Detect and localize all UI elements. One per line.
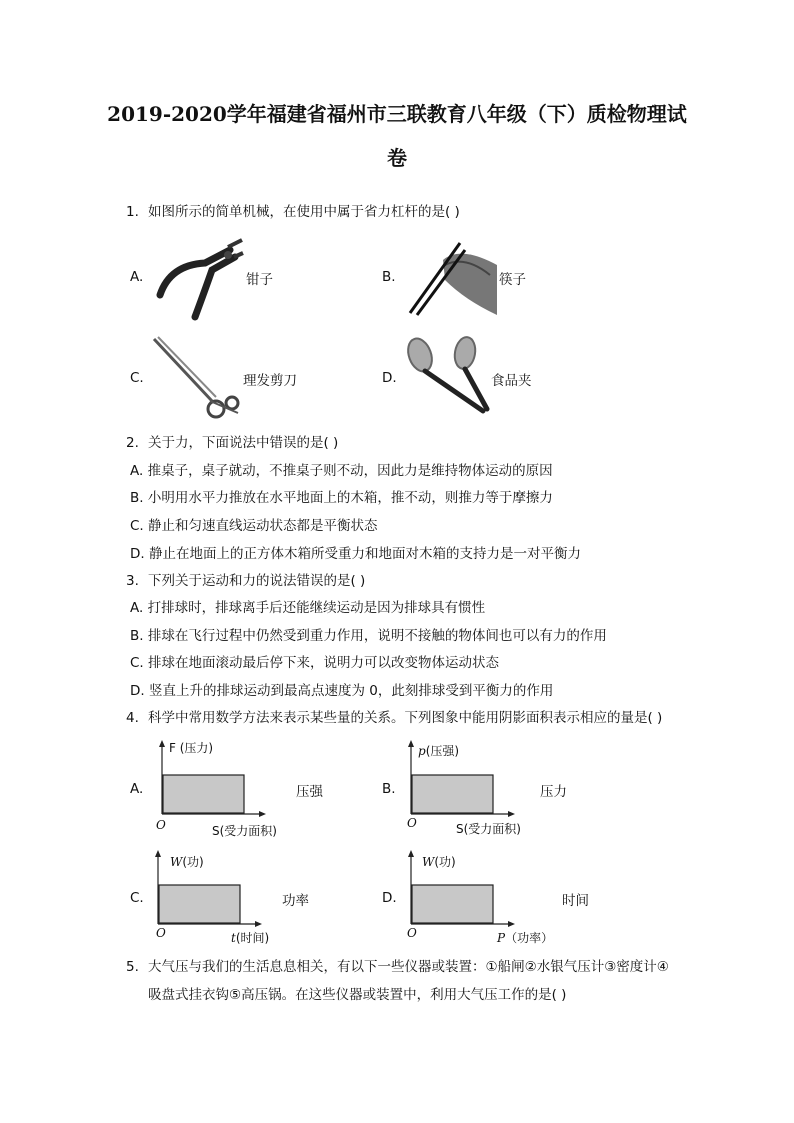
graph-a-x-label: S(受力面积)	[212, 824, 277, 838]
question-text: 科学中常用数学方法来表示某些量的关系。下列图象中能用阴影面积表示相应的量是( )	[148, 710, 663, 726]
question-2	[126, 434, 338, 452]
q2-option-d: D. 静止在地面上的正方体木箱所受重力和地面对木箱的支持力是一对平衡力	[130, 546, 581, 562]
q1-option-c-label: 理发剪刀	[243, 373, 297, 389]
food-tongs-image	[405, 335, 495, 420]
graph-c-origin: O	[156, 926, 166, 940]
pliers-image	[150, 235, 245, 323]
shaded-area	[163, 775, 244, 813]
q1-option-b-label: 筷子	[499, 272, 526, 288]
graph-c-y-symbol: W	[170, 855, 183, 869]
graph-b-answer: 压力	[540, 784, 567, 800]
graph-b-y-label	[418, 742, 459, 759]
question-4	[126, 709, 662, 727]
page-title-line2: 卷	[387, 146, 407, 170]
graph-a-origin: O	[156, 818, 166, 832]
question-text-line1: 大气压与我们的生活息息相关，有以下一些仪器或装置：①船闸②水银气压计③密度计④	[148, 959, 669, 975]
question-number: 3.	[126, 573, 139, 589]
question-text: 关于力，下面说法中错误的是( )	[148, 435, 339, 451]
question-5	[126, 958, 669, 976]
shaded-area	[412, 885, 493, 923]
q4-option-b-letter: B.	[382, 781, 396, 797]
graph-c-x-text: (时间)	[235, 931, 270, 945]
q2-option-a: A. 推桌子，桌子就动，不推桌子则不动，因此力是维持物体运动的原因	[130, 463, 553, 479]
graph-d-y-text: (功)	[434, 855, 456, 869]
q2-option-b: B. 小明用水平力推放在水平地面上的木箱，推不动，则推力等于摩擦力	[130, 490, 553, 506]
scissors-image	[150, 335, 242, 425]
q1-option-a-label: 钳子	[246, 272, 273, 288]
question-number: 5.	[126, 959, 139, 975]
graph-c-answer: 功率	[282, 893, 309, 909]
question-number: 2.	[126, 435, 139, 451]
graph-d-x-symbol: P	[497, 931, 506, 945]
page-title-line1: 2019-2020学年福建省福州市三联教育八年级（下）质检物理试	[107, 102, 687, 126]
graph-d-y-label	[422, 853, 456, 870]
q4-option-d-letter: D.	[382, 890, 397, 906]
graph-d-x-text: （功率）	[505, 931, 554, 945]
q3-option-d: D. 竖直上升的排球运动到最高点速度为 0，此刻排球受到平衡力的作用	[130, 683, 554, 699]
question-3	[126, 572, 365, 590]
question-text: 下列关于运动和力的说法错误的是( )	[148, 573, 366, 589]
graph-d-y-symbol: W	[422, 855, 435, 869]
q1-option-d-label: 食品夹	[491, 373, 532, 389]
chopsticks-hand-image	[405, 235, 497, 317]
shaded-area	[159, 885, 240, 923]
graph-d	[399, 848, 519, 930]
q1-option-c-letter: C.	[130, 370, 144, 386]
q3-option-b: B. 排球在飞行过程中仍然受到重力作用，说明不接触的物体间也可以有力的作用	[130, 628, 607, 644]
q2-option-c: C. 静止和匀速直线运动状态都是平衡状态	[130, 518, 378, 534]
graph-b-y-text: (压强)	[425, 744, 460, 758]
q4-option-a-letter: A.	[130, 781, 144, 797]
graph-d-answer: 时间	[562, 893, 589, 909]
graph-a-answer: 压强	[296, 784, 323, 800]
question-1	[126, 203, 460, 221]
q1-option-b-letter: B.	[382, 269, 396, 285]
graph-d-x-label	[497, 929, 553, 946]
q3-option-a: A. 打排球时，排球离手后还能继续运动是因为排球具有惯性	[130, 600, 486, 616]
question-number: 4.	[126, 710, 139, 726]
graph-b-x-label: S(受力面积)	[456, 822, 521, 836]
graph-c-x-symbol: t	[231, 931, 236, 945]
shaded-area	[412, 775, 493, 813]
graph-c-x-label	[231, 929, 269, 946]
graph-d-origin: O	[407, 926, 417, 940]
graph-b-origin: O	[407, 816, 417, 830]
graph-c-y-text: (功)	[182, 855, 204, 869]
graph-a-y-label: F (压力)	[169, 741, 214, 755]
question-number: 1.	[126, 204, 139, 220]
graph-b-y-symbol: p	[418, 744, 426, 758]
question-5-line2: 吸盘式挂衣钩⑤高压锅。在这些仪器或装置中，利用大气压工作的是( )	[148, 987, 567, 1003]
q4-option-c-letter: C.	[130, 890, 144, 906]
graph-c-y-label	[170, 853, 204, 870]
q1-option-d-letter: D.	[382, 370, 397, 386]
question-text: 如图所示的简单机械，在使用中属于省力杠杆的是( )	[148, 204, 460, 220]
q1-option-a-letter: A.	[130, 269, 144, 285]
graph-c	[146, 848, 266, 930]
q3-option-c: C. 排球在地面滚动最后停下来，说明力可以改变物体运动状态	[130, 655, 500, 671]
